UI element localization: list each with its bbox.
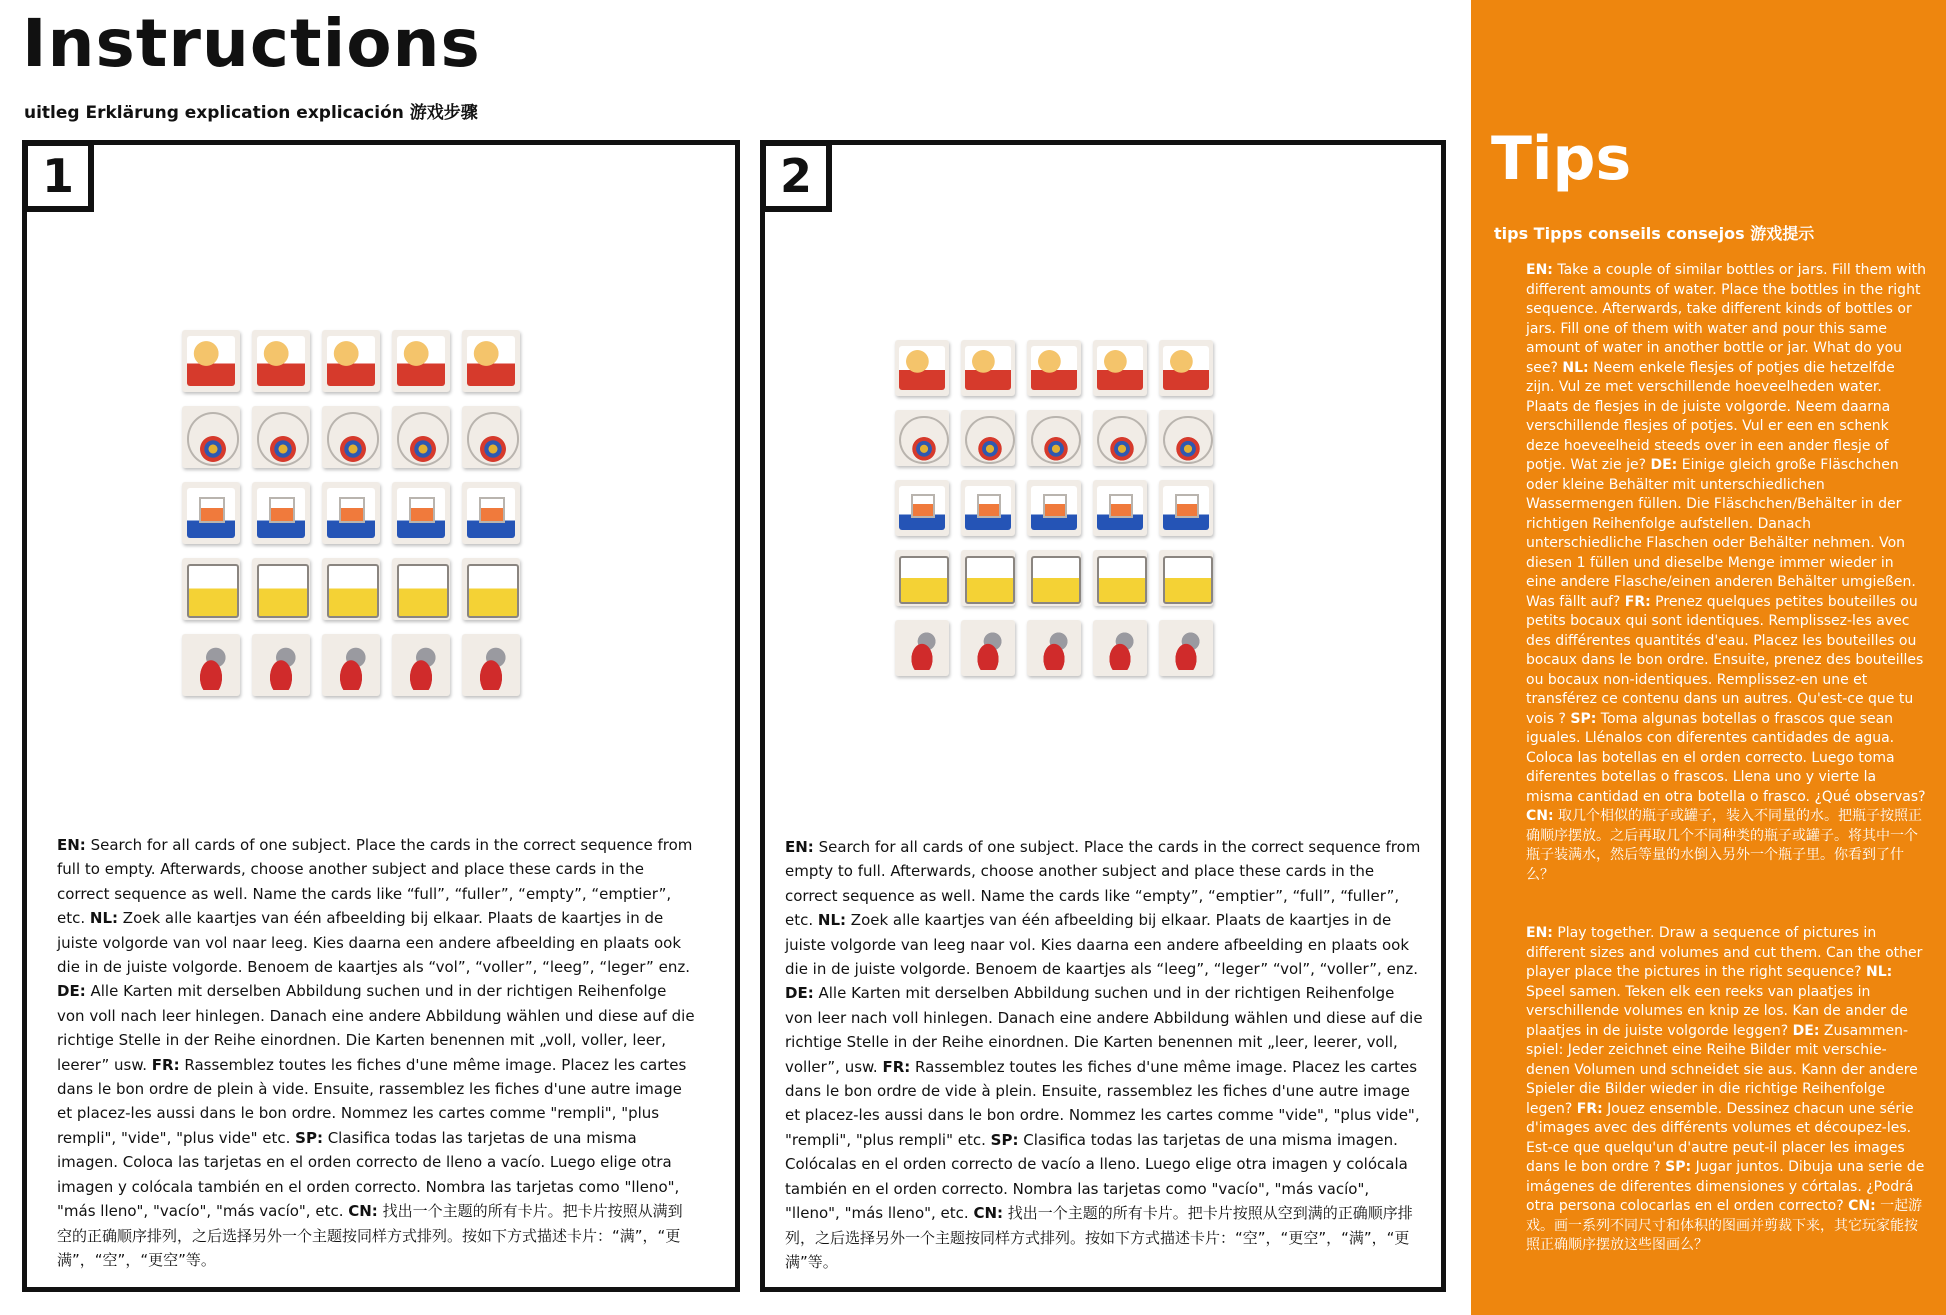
tips-subtitle: tips Tipps conseils consejos 游戏提示: [1494, 224, 1815, 243]
card-row: [895, 550, 1275, 606]
card-person-icon: [1159, 340, 1213, 396]
card-person-icon: [961, 340, 1015, 396]
step-1-text: EN: Search for all cards of one subject. Place the cards in the correct sequence from full to empty. Afterwards, choose another subject and place these cards in the correct sequence as well. Name the cards like “full”, “fuller”, “empty”, “emptier”, etc. NL: Zoek alle kaartjes van één afbeelding bij elkaar. Plaats de kaartjes in de juiste volgorde van vol naar leeg. Kies daarna een andere afbeelding en plaats ook die in de juiste volgorde. Benoem de kaartjes als “vol”, “voller”, “leeg”, “leger” enz. DE: Alle Karten mit derselben Abbildung suchen und in der richtigen Reihenfolge von voll nach leer hinlegen. Danach eine andere Abbildung wählen und diese auf die richtige Stelle in der Reihe einordnen. Die Karten benennen mit „voll, voller, leer, leerer” usw. FR: Rassemblez toutes les fiches d'une même image. Placez les cartes dans le bon ordre de plein à vide. Ensuite, rassemblez les fiches d'une autre image et placez-les aussi dans le bon ordre. Nommez les cartes comme "rempli", "plus rempli", "vide", "plus vide" etc. SP: Clasifica todas las tarjetas de una misma imagen. Coloca las tarjetas en el orden correcto de lleno a vacío. Luego elige otra imagen y colócala también en el orden correcto. Nombra las tarjetas como "lleno", "más lleno", "vacío", "más vacío", etc. CN: 找出一个主题的所有卡片。把卡片按照从满到空的正确顺序排列，之后选择另外一个主题按同样方式排列。按如下方式描述卡片：“满”，“更满”，“空”，“更空”等。: [57, 836, 695, 1269]
tips-block-1: EN: Take a couple of similar bottles or jars. Fill them with different amounts of water. Place the bottles in the right sequence. Afterwards, take different kinds of bottles or jars. Fill one of them with water and pour this same amount of water in another bottle or jar. What do you see? NL: Neem enkele flesjes of potjes die hetzelfde zijn. Vul ze met verschillende hoeveelheden water. Plaats de flesjes in de juiste volgorde. Neem daarna verschillende flesjes of potjes. Vul er een en schenk deze hoeveelheid steeds over in een ander flesje of potje. Wat zie je? DE: Einige gleich große Fläschchen oder kleine Behälter mit unterschiedlichen Wassermengen füllen. Die Fläschchen/Behälter in der richtigen Reihenfolge aufstellen. Danach unterschiedliche Flaschen oder Behälter nehmen. Von diesen 1 füllen und dieselbe Menge immer wieder in eine andere Flasche/einen anderen Behälter umgießen. Was fällt auf? FR: Prenez quelques petites bouteilles ou petits bocaux qui sont identiques. Remplissez-les avec des différentes quantités d'eau. Placez les bouteilles ou bocaux dans le bon ordre. Ensuite, prenez des bouteilles ou bocaux non-identiques. Remplissez-en une et transférez ce contenu dans un autres. Qu'est-ce que tu vois ? SP: Toma algunas botellas o frascos que sean iguales. Llénalos con diferentes cantidades de agua. Coloca las botellas en el orden correcto. Luego toma diferentes botellas o frascos. Llena uno y vierte la misma cantidad en otra botella o frasco. ¿Qué observas? CN: 取几个相似的瓶子或罐子，装入不同量的水。把瓶子按照正确顺序摆放。之后再取几个不同种类的瓶子或罐子。将其中一个瓶子装满水，然后等量的水倒入另外一个瓶子里。你看到了什么？: [1526, 262, 1926, 883]
card-sandbox-icon: [182, 558, 240, 620]
page-title: Instructions: [22, 5, 481, 82]
card-sandbox-icon: [1093, 550, 1147, 606]
card-jar-icon: [322, 406, 380, 468]
card-person-icon: [1027, 340, 1081, 396]
card-cup-icon: [392, 482, 450, 544]
card-jar-icon: [895, 410, 949, 466]
card-row: [895, 340, 1275, 396]
card-jar-icon: [252, 406, 310, 468]
card-jar-icon: [1159, 410, 1213, 466]
card-row: [182, 330, 602, 392]
card-person-icon: [392, 330, 450, 392]
card-person-icon: [252, 330, 310, 392]
tips-sidebar: [1471, 0, 1946, 1315]
card-sandbox-icon: [252, 558, 310, 620]
card-sandbox-icon: [462, 558, 520, 620]
card-person-icon: [322, 330, 380, 392]
card-person-icon: [1093, 340, 1147, 396]
card-row: [895, 480, 1275, 536]
card-bowl-icon: [1159, 620, 1213, 676]
card-cup-icon: [182, 482, 240, 544]
card-sandbox-icon: [1159, 550, 1213, 606]
step-number-1: 1: [22, 140, 94, 212]
card-row: [182, 482, 602, 544]
step-number-2: 2: [760, 140, 832, 212]
card-cup-icon: [1159, 480, 1213, 536]
tips-title: Tips: [1491, 124, 1632, 194]
card-cup-icon: [322, 482, 380, 544]
card-cup-icon: [895, 480, 949, 536]
card-bowl-icon: [182, 634, 240, 696]
card-jar-icon: [392, 406, 450, 468]
step-panel-2: [760, 140, 1446, 1292]
card-person-icon: [895, 340, 949, 396]
step-2-text: EN: Search for all cards of one subject. Place the cards in the correct sequence from empty to full. Afterwards, choose another subject and place these cards in the correct sequence as well. Name the cards like “empty”, “emptier”, “full”, “fuller”, etc. NL: Zoek alle kaartjes van één afbeelding bij elkaar. Plaats de kaartjes in de juiste volgorde van leeg naar vol. Kies daarna een andere afbeelding en plaats ook die in de juiste volgorde. Benoem de kaartjes als “leeg”, “leger” “vol”, “voller”, enz. DE: Alle Karten mit derselben Abbildung suchen und in der richtigen Reihenfolge von leer nach voll hinlegen. Danach eine andere Abbildung wählen und diese auf die richtige Stelle in der Reihe einordnen. Die Karten benennen mit „leer, leerer, voll, voller”, usw. FR: Rassemblez toutes les fiches d'une même image. Placez les cartes dans le bon ordre de vide à plein. Ensuite, rassemblez les fiches d'une autre image et placez-les aussi dans le bon ordre. Nommez les cartes comme "vide", "plus vide", "rempli", "plus rempli" etc. SP: Clasifica todas las tarjetas de una misma imagen. Colócalas en el orden correcto de vacío a lleno. Luego elige otra imagen y colócala también en el orden correcto. Nombra las tarjetas como "vacío", "más vacío", "lleno", "más lleno", etc. CN: 找出一个主题的所有卡片。把卡片按照从空到满的正确顺序排列，之后选择另外一个主题按同样方式排列。按如下方式描述卡片：“空”，“更空”，“满”，“更满”等。: [785, 838, 1423, 1271]
card-jar-icon: [1027, 410, 1081, 466]
card-bowl-icon: [322, 634, 380, 696]
step-panel-1: [22, 140, 740, 1292]
card-sandbox-icon: [961, 550, 1015, 606]
card-row: [895, 410, 1275, 466]
card-jar-icon: [462, 406, 520, 468]
card-jar-icon: [1093, 410, 1147, 466]
card-photo-2: [895, 340, 1275, 690]
card-sandbox-icon: [322, 558, 380, 620]
card-photo-1: [182, 330, 602, 710]
card-cup-icon: [961, 480, 1015, 536]
card-person-icon: [462, 330, 520, 392]
card-jar-icon: [961, 410, 1015, 466]
card-row: [182, 558, 602, 620]
card-row: [182, 634, 602, 696]
tips-block-2: EN: Play together. Draw a sequence of pictures in different sizes and volumes and cut them. Can the other player place the pictures in the right sequence? NL: Speel samen. Teken elk een reeks van plaatjes in verschillende volumes en knip ze los. Kan de ander de plaatjes in de juiste volgorde leggen? DE: Zusammen-spiel: Jeder zeichnet eine Reihe Bilder mit verschie-denen Volumen und schneidet sie aus. Kann der andere Spieler die Bilder wieder in die richtige Reihenfolge legen? FR: Jouez ensemble. Dessinez chacun une série d'images avec des différents volumes et découpez-les. Est-ce que quelqu'un d'autre peut-il placer les images dans le bon ordre ? SP: Jugar juntos. Dibuja una serie de imágenes de diferentes dimensiones y córtalas. ¿Podrá otra persona colocarlas en el orden correcto? CN: 一起游戏。画一系列不同尺寸和体积的图画并剪裁下来，其它玩家能按照正确顺序摆放这些图画么？: [1526, 925, 1925, 1253]
card-bowl-icon: [392, 634, 450, 696]
card-bowl-icon: [1027, 620, 1081, 676]
page-subtitle: uitleg Erklärung explication explicación 游戏步骤: [24, 103, 478, 123]
card-cup-icon: [1027, 480, 1081, 536]
card-sandbox-icon: [1027, 550, 1081, 606]
card-cup-icon: [1093, 480, 1147, 536]
card-bowl-icon: [252, 634, 310, 696]
card-jar-icon: [182, 406, 240, 468]
card-sandbox-icon: [895, 550, 949, 606]
card-cup-icon: [252, 482, 310, 544]
card-sandbox-icon: [392, 558, 450, 620]
card-bowl-icon: [895, 620, 949, 676]
card-cup-icon: [462, 482, 520, 544]
card-bowl-icon: [462, 634, 520, 696]
card-bowl-icon: [1093, 620, 1147, 676]
card-row: [182, 406, 602, 468]
card-row: [895, 620, 1275, 676]
card-bowl-icon: [961, 620, 1015, 676]
card-person-icon: [182, 330, 240, 392]
